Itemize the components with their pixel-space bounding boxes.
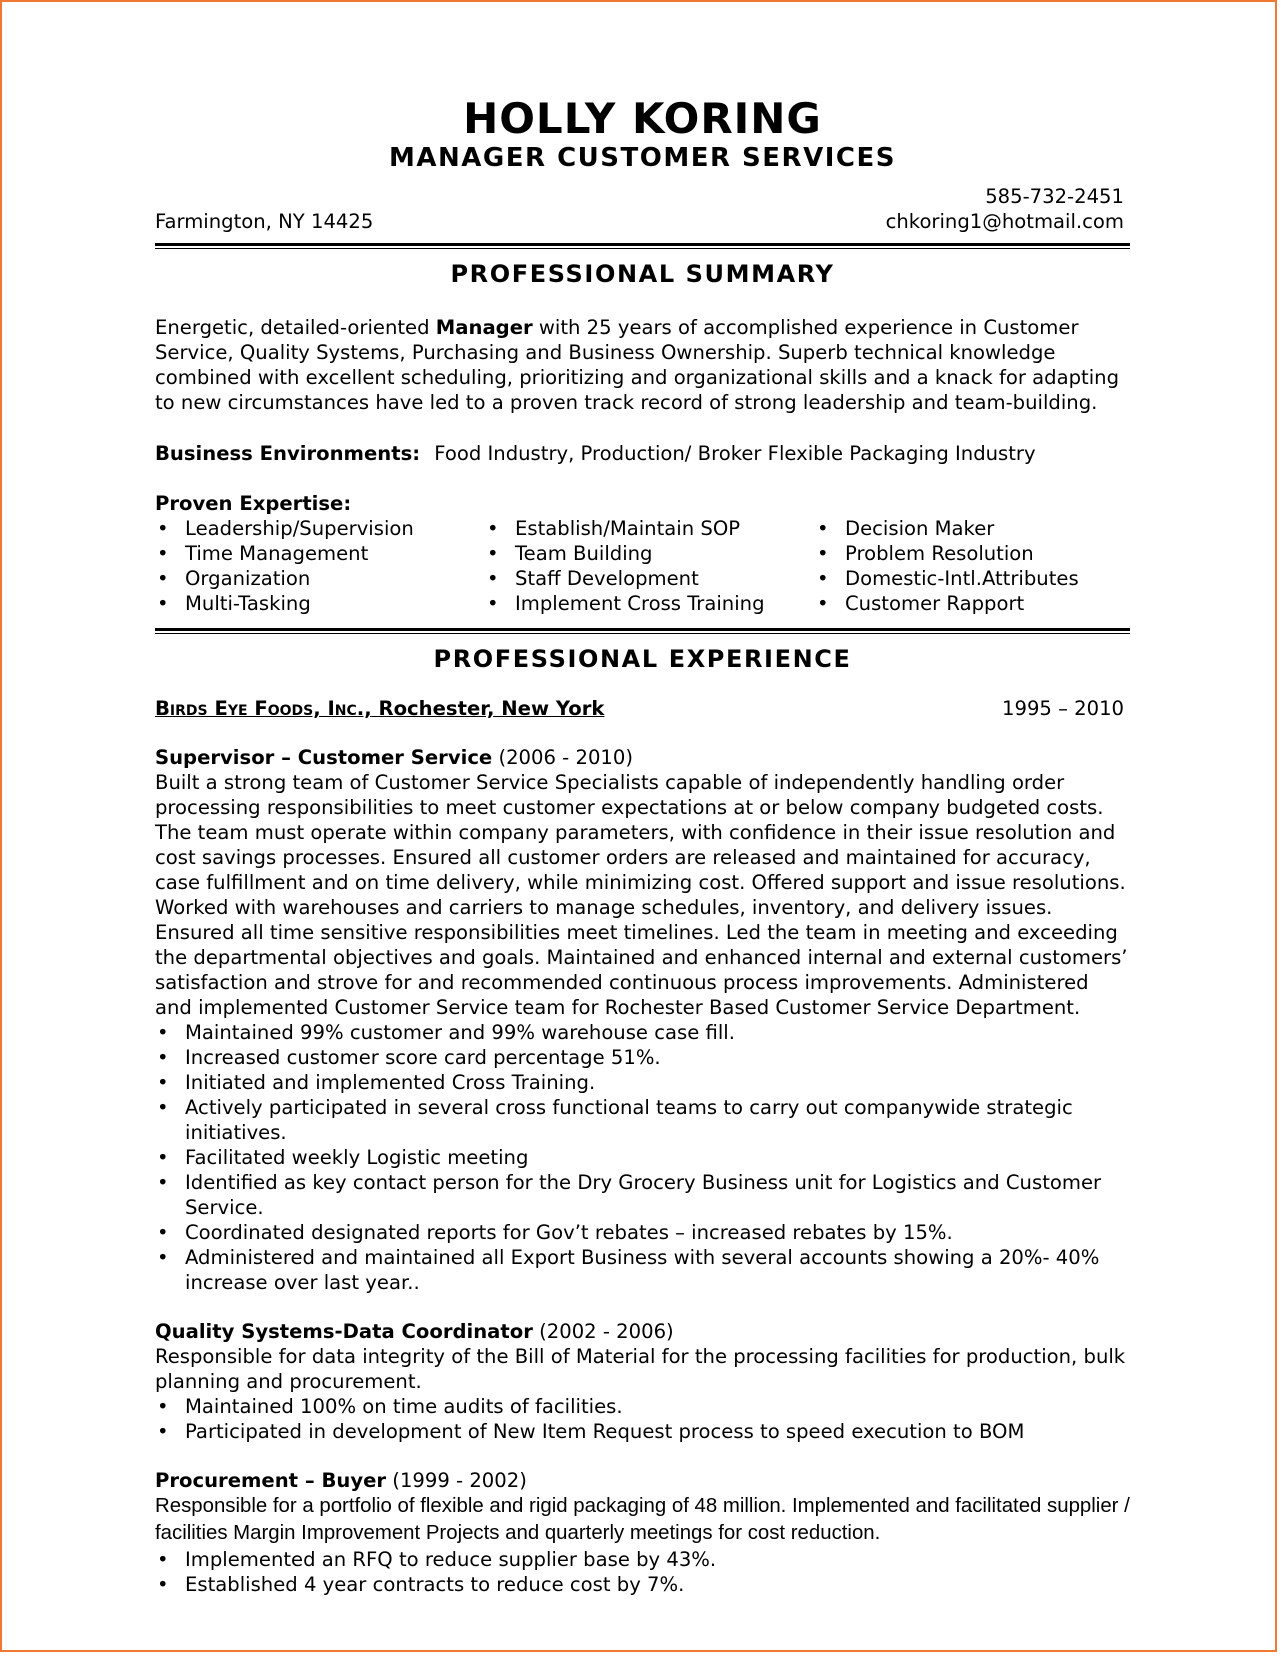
company-location: Rochester, New York — [371, 697, 605, 720]
bullet-text: Increased customer score card percentage 51%. — [185, 1046, 661, 1069]
summary-heading: PROFESSIONAL SUMMARY — [450, 260, 835, 288]
role-dates: (2002 - 2006) — [532, 1320, 674, 1343]
expertise-item — [155, 541, 485, 566]
bullet-text: Initiated and implemented Cross Training. — [185, 1071, 596, 1094]
expertise-label: Leadership/Supervision — [185, 517, 414, 540]
company-name-smallcaps: Birds Eye Foods, Inc., — [155, 697, 372, 720]
bullet-icon: • — [157, 1146, 169, 1169]
expertise-label: Multi-Tasking — [185, 592, 311, 615]
expertise-label: Problem Resolution — [845, 542, 1034, 565]
role-description: Built a strong team of Customer Service Specialists capable of independently handling order processing responsibilities to meet customer expectations at or below company budgeted costs. The team must operate within company parameters, with confidence in their issue resolution and cost savings processes. Ensured all customer orders are released and maintained for accuracy, case fulfillment and on time delivery, while minimizing cost. Offered support and issue resolutions. Worked with warehouses and carriers to manage schedules, inventory, and delivery issues. Ensured all time sensitive responsibilities meet timelines. Led the team in meeting and exceeding the departmental objectives and goals. Maintained and enhanced internal and external customers’ satisfaction and strove for and recommended continuous process improvements. Administered and implemented Customer Service team for Rochester Based Customer Service Department. — [155, 771, 1128, 1019]
bullet-icon: • — [157, 542, 169, 565]
bullet-icon: • — [487, 592, 499, 615]
bullet-icon: • — [157, 567, 169, 590]
bullet-item — [155, 1245, 1130, 1295]
address: Farmington, NY 14425 — [155, 210, 374, 233]
expertise-label: Domestic-Intl.Attributes — [845, 567, 1079, 590]
bullet-item — [155, 1419, 1130, 1444]
bullet-text: Maintained 100% on time audits of facilities. — [185, 1395, 623, 1418]
bullet-item — [155, 1020, 1130, 1045]
roles-list — [155, 745, 1130, 1597]
role-bullets — [155, 1394, 1130, 1444]
role-block — [155, 1468, 1130, 1597]
role-heading — [155, 745, 1130, 770]
bullet-item — [155, 1220, 1130, 1245]
phone-number: 585-732-2451 — [985, 185, 1124, 208]
expertise-item — [155, 566, 485, 591]
bullet-icon: • — [817, 592, 829, 615]
role-block — [155, 745, 1130, 1295]
bullet-item — [155, 1145, 1130, 1170]
company-name — [155, 697, 604, 720]
experience-heading: PROFESSIONAL EXPERIENCE — [433, 645, 852, 673]
expertise-label: Team Building — [515, 542, 653, 565]
expertise-item — [815, 591, 1130, 616]
expertise-item — [815, 541, 1130, 566]
bullet-icon: • — [487, 517, 499, 540]
bullet-icon: • — [157, 1096, 169, 1119]
bullet-text: Identified as key contact person for the Dry Grocery Business unit for Logistics and Customer Service. — [185, 1171, 1102, 1219]
bullet-icon: • — [157, 1071, 169, 1094]
bullet-item — [155, 1070, 1130, 1095]
expertise-label: Staff Development — [515, 567, 699, 590]
role-block — [155, 1319, 1130, 1444]
role-title: Procurement – Buyer — [155, 1469, 387, 1492]
expertise-label: Time Management — [185, 542, 369, 565]
role-dates: (2006 - 2010) — [492, 746, 633, 769]
bullet-text: Coordinated designated reports for Gov’t rebates – increased rebates by 15%. — [185, 1221, 953, 1244]
bullet-text: Maintained 99% customer and 99% warehouse case fill. — [185, 1021, 735, 1044]
expertise-label: Implement Cross Training — [515, 592, 765, 615]
bullet-icon: • — [157, 1171, 169, 1194]
expertise-item — [155, 516, 485, 541]
expertise-grid — [155, 516, 1130, 616]
bullet-text: Established 4 year contracts to reduce cost by 7%. — [185, 1573, 685, 1596]
expertise-item — [155, 591, 485, 616]
expertise-item — [485, 516, 815, 541]
role-bullets — [155, 1547, 1130, 1597]
company-row — [155, 696, 1130, 721]
bullet-icon: • — [157, 1395, 169, 1418]
candidate-name: HOLLY KORING — [463, 94, 822, 143]
summary-text-after: with 25 years of accomplished experience in Customer Service, Quality Systems, Purchasing and Business Ownership. Superb technical knowledge combined with excellent scheduling, prioritizing and organizational skills and a knack for adapting to new circumstances have led to a proven track record of strong leadership and team-building. — [155, 316, 1120, 414]
summary-text-before: Energetic, detailed-oriented — [155, 316, 436, 339]
bullet-item — [155, 1045, 1130, 1070]
summary-text-bold: Manager — [435, 316, 533, 339]
expertise-item — [485, 541, 815, 566]
summary-paragraph — [155, 315, 1130, 415]
divider-middle — [155, 628, 1130, 634]
bullet-icon: • — [817, 542, 829, 565]
bullet-icon: • — [157, 1573, 169, 1596]
role-title: Supervisor – Customer Service — [155, 746, 493, 769]
bullet-icon: • — [817, 567, 829, 590]
bullet-icon: • — [157, 592, 169, 615]
role-bullets — [155, 1020, 1130, 1295]
bullet-icon: • — [817, 517, 829, 540]
expertise-label: Establish/Maintain SOP — [515, 517, 741, 540]
bullet-item — [155, 1394, 1130, 1419]
env-label: Business Environments: — [155, 442, 421, 465]
expertise-item — [485, 566, 815, 591]
expertise-item — [485, 591, 815, 616]
bullet-text: Implemented an RFQ to reduce supplier base by 43%. — [185, 1548, 717, 1571]
bullet-item — [155, 1095, 1130, 1145]
business-environments — [155, 441, 1130, 466]
bullet-icon: • — [157, 517, 169, 540]
bullet-text: Actively participated in several cross functional teams to carry out companywide strategic initiatives. — [185, 1096, 1073, 1144]
role-description: Responsible for data integrity of the Bill of Material for the processing facilities for production, bulk planning and procurement. — [155, 1345, 1126, 1393]
bullet-icon: • — [157, 1021, 169, 1044]
expertise-heading: Proven Expertise: — [155, 492, 352, 515]
bullet-item — [155, 1170, 1130, 1220]
candidate-title: MANAGER CUSTOMER SERVICES — [389, 143, 896, 173]
bullet-icon: • — [487, 542, 499, 565]
role-heading — [155, 1319, 1130, 1344]
bullet-icon: • — [157, 1046, 169, 1069]
bullet-text: Administered and maintained all Export Business with several accounts showing a 20%- 40% increase over last year.. — [185, 1246, 1100, 1294]
bullet-text: Participated in development of New Item Request process to speed execution to BOM — [185, 1420, 1025, 1443]
bullet-icon: • — [157, 1221, 169, 1244]
email-address: chkoring1@hotmail.com — [885, 210, 1124, 233]
expertise-item — [815, 516, 1130, 541]
bullet-text: Facilitated weekly Logistic meeting — [185, 1146, 529, 1169]
bullet-item — [155, 1547, 1130, 1572]
resume-content — [155, 90, 1130, 1597]
role-dates: (1999 - 2002) — [386, 1469, 527, 1492]
expertise-label: Organization — [185, 567, 311, 590]
company-years: 1995 – 2010 — [1002, 697, 1124, 720]
role-title: Quality Systems-Data Coordinator — [155, 1320, 533, 1343]
divider-top — [155, 243, 1130, 249]
bullet-icon: • — [157, 1548, 169, 1571]
role-description: Responsible for a portfolio of flexible and rigid packaging of 48 million. Implemented and facilitated supplier / facilities Margin Improvement Projects and quarterly meetings for cost reduction. — [155, 1495, 1130, 1544]
bullet-icon: • — [157, 1246, 169, 1269]
env-value: Food Industry, Production/ Broker Flexible Packaging Industry — [434, 442, 1036, 465]
contact-block — [155, 184, 1130, 234]
role-heading — [155, 1468, 1130, 1493]
bullet-icon: • — [487, 567, 499, 590]
bullet-item — [155, 1572, 1130, 1597]
expertise-item — [815, 566, 1130, 591]
expertise-label: Decision Maker — [845, 517, 995, 540]
expertise-label: Customer Rapport — [845, 592, 1025, 615]
bullet-icon: • — [157, 1420, 169, 1443]
